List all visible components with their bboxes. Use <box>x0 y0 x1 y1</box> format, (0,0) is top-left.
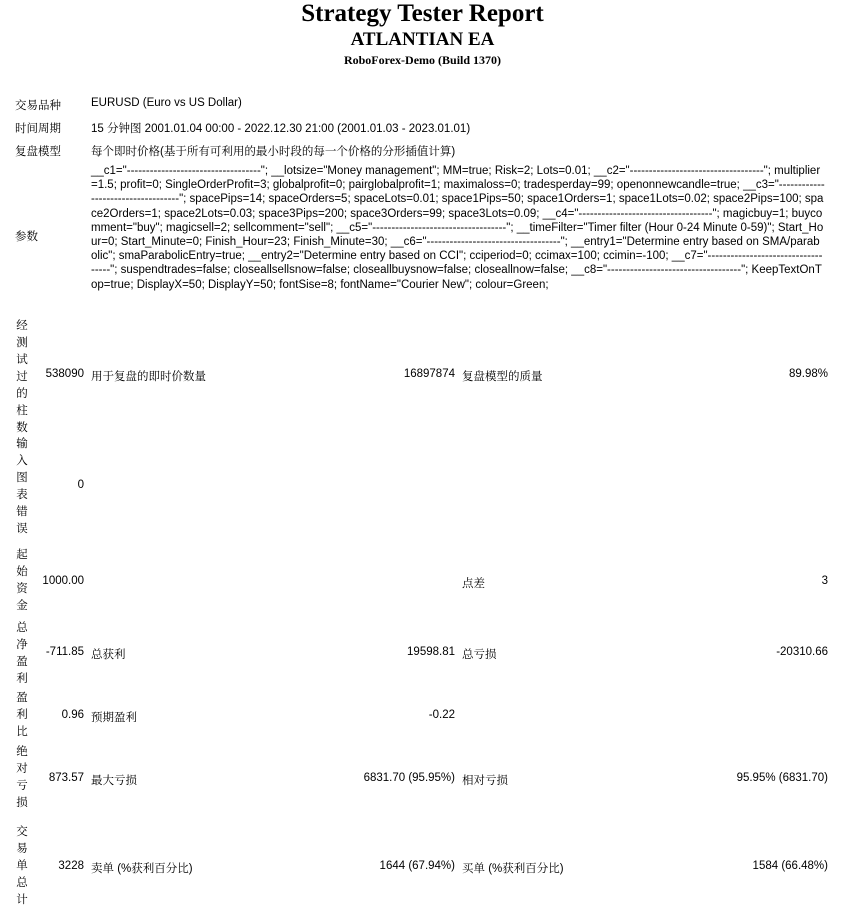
quality-value: 89.98% <box>788 368 828 380</box>
ticks-value: 16897874 <box>403 368 455 380</box>
trades-value: 3228 <box>58 860 84 872</box>
grossprofit-value: 19598.81 <box>407 646 455 658</box>
netprofit-label: 总净盈利 <box>16 622 28 685</box>
short-value: 1644 (67.94%) <box>379 860 455 872</box>
period-label: 时间周期 <box>15 123 61 135</box>
long-value: 1584 (66.48%) <box>752 860 828 872</box>
payoff-label: 预期盈利 <box>91 712 137 724</box>
ea-name: ATLANTIAN EA <box>350 29 495 50</box>
spread-label: 点差 <box>462 578 485 590</box>
reldd-value: 95.95% (6831.70) <box>736 772 828 784</box>
bars-label: 经测试过的柱数 <box>16 320 28 434</box>
deposit-value: 1000.00 <box>42 575 84 587</box>
payoff-value: -0.22 <box>428 709 455 721</box>
absdd-value: 873.57 <box>48 772 84 784</box>
params-label: 参数 <box>15 231 38 243</box>
broker-build: RoboForex-Demo (Build 1370) <box>343 53 502 67</box>
symbol-label: 交易品种 <box>15 100 61 112</box>
bars-value: 538090 <box>45 368 84 380</box>
mismatch-label: 输入图表错误 <box>16 438 28 535</box>
pf-value: 0.96 <box>61 709 84 721</box>
ticks-label: 用于复盘的即时价数量 <box>91 371 206 383</box>
params-value: __c1="-----------------------------------"; __lotsize="Money management"; MM=true; Risk=2; Lots=0.01; __c2="-----------------------------------"; multiplier=1.5; profit=0; SingleOrderProfit=3; globalprofit=0; pairglobalprofit=1; maximaloss=0; tradesperday=99; openonnewcandle=true; __c3="-----------------------------------"; spacePips=14; spaceOrders=5; spaceLots=0.01; space1Pips=50; space1Orders=1; space1Lots=0.02; space2Pips=100; space2Orders=1; space2Lots=0.03; space3Pips=200; space3Orders=99; space3Lots=0.09; __c4="-----------------------------------"; magicbuy=1; buycomment="buy"; magicsell=2; sellcomment="sell"; __c5="-----------------------------------"; __timeFilter="Timer filter (Hour 0-24 Minute 0-59)"; Start_Hour=0; Start_Minute=0; Finish_Hour=23; Finish_Minute=30; __c6="-----------------------------------"; __entry1="Determine entry based on SMA/parabolic"; smaParabolicEntry=true; __entry2="Determine entry based on CCI"; cciperiod=0; ccimax=100; ccimin=-100; __c7="-----------------------------------"; suspendtrades=false; closeallsellsnow=false; closeallbuysnow=false; closeallnow=false; __c8="-----------------------------------"; KeepTextOnTop=true; DisplayX=50; DisplayY=50; fontSise=8; fontName="Courier New"; colour=Green; <box>91 165 825 291</box>
model-value: 每个即时价格(基于所有可利用的最小时段的每一个价格的分形插值计算) <box>91 146 456 158</box>
symbol-value: EURUSD (Euro vs US Dollar) <box>91 97 242 109</box>
reldd-label: 相对亏损 <box>462 775 508 787</box>
long-label: 买单 (%获利百分比) <box>462 863 564 875</box>
report-header <box>0 0 845 68</box>
deposit-label: 起始资金 <box>16 549 28 612</box>
grossloss-value: -20310.66 <box>776 646 828 658</box>
report-title: Strategy Tester Report <box>301 0 544 27</box>
period-value: 15 分钟图 2001.01.04 00:00 - 2022.12.30 21:00 (2001.01.03 - 2023.01.01) <box>91 123 471 135</box>
pf-label: 盈利比 <box>16 692 28 738</box>
spread-value: 3 <box>821 575 828 587</box>
model-label: 复盘模型 <box>15 146 61 158</box>
short-label: 卖单 (%获利百分比) <box>91 863 193 875</box>
grossloss-label: 总亏损 <box>462 649 497 661</box>
maxdd-label: 最大亏损 <box>91 775 137 787</box>
absdd-label: 绝对亏损 <box>16 746 28 809</box>
netprofit-value: -711.85 <box>45 646 84 658</box>
trades-label: 交易单总计 <box>16 826 28 906</box>
grossprofit-label: 总获利 <box>91 649 126 661</box>
quality-label: 复盘模型的质量 <box>462 371 543 383</box>
maxdd-value: 6831.70 (95.95%) <box>363 772 455 784</box>
mismatch-value: 0 <box>77 479 84 491</box>
